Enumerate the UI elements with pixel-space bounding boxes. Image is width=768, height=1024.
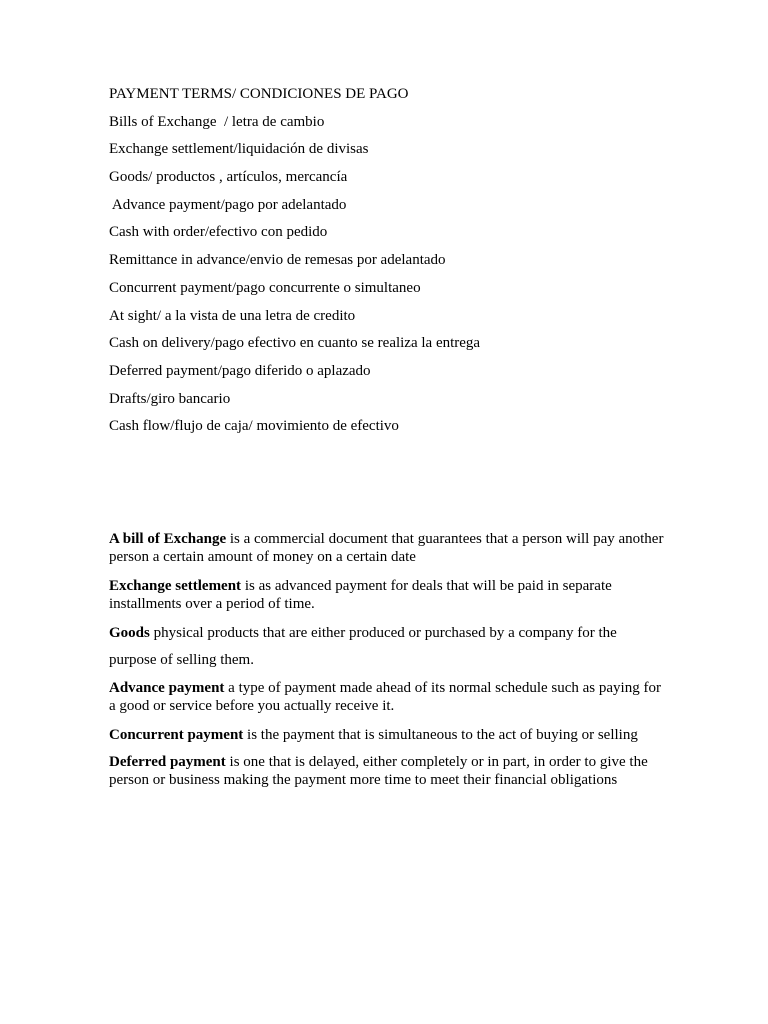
glossary-term: Deferred payment/pago diferido o aplazado bbox=[109, 362, 371, 379]
definition-text: purpose of selling them. bbox=[109, 652, 254, 668]
glossary-term: Cash on delivery/pago efectivo en cuanto se realiza la entrega bbox=[109, 335, 481, 352]
glossary-term: Remittance in advance/envio de remesas por adelantado bbox=[109, 252, 446, 269]
definition-text: a type of payment made ahead of its normal schedule such as paying for a good or service before you actually receive it. bbox=[109, 680, 661, 714]
glossary-term: Exchange settlement/liquidación de divisas bbox=[109, 141, 369, 158]
glossary-term: Goods/ productos , artículos, mercancía bbox=[109, 169, 348, 186]
definition-paragraph bbox=[109, 679, 669, 715]
glossary-term: Cash flow/flujo de caja/ movimiento de efectivo bbox=[109, 418, 399, 435]
glossary-term: Bills of Exchange / letra de cambio bbox=[109, 113, 325, 130]
definition-term: Advance payment bbox=[109, 680, 225, 696]
glossary-term: Advance payment/pago por adelantado bbox=[109, 196, 347, 213]
glossary-list bbox=[109, 85, 669, 445]
definition-paragraph bbox=[109, 651, 669, 669]
glossary-term: Cash with order/efectivo con pedido bbox=[109, 224, 328, 241]
definition-text: is a commercial document that guarantees that a person will pay another person a certain amount of money on a certain date bbox=[109, 531, 664, 565]
page-title: PAYMENT TERMS/ CONDICIONES DE PAGO bbox=[109, 86, 409, 102]
glossary-term: Drafts/giro bancario bbox=[109, 390, 231, 407]
definition-text: is as advanced payment for deals that will be paid in separate installments over a period of time. bbox=[109, 578, 612, 612]
definition-paragraph bbox=[109, 577, 669, 613]
definition-term: Exchange settlement bbox=[109, 578, 242, 594]
definition-text: physical products that are either produced or purchased by a company for the bbox=[149, 625, 617, 641]
definition-paragraph bbox=[109, 753, 669, 789]
glossary-term: At sight/ a la vista de una letra de credito bbox=[109, 307, 356, 324]
definition-paragraph bbox=[109, 530, 669, 566]
definition-term: Goods bbox=[109, 625, 150, 641]
definition-paragraph bbox=[109, 624, 669, 642]
definition-text: is one that is delayed, either completely or in part, in order to give the person or business making the payment more time to meet their financial obligations bbox=[109, 754, 648, 788]
definition-term: Deferred payment bbox=[109, 754, 226, 770]
definition-term: Concurrent payment bbox=[109, 727, 244, 743]
definition-paragraph bbox=[109, 726, 669, 744]
definition-text: is the payment that is simultaneous to the act of buying or selling bbox=[243, 727, 638, 743]
glossary-term: Concurrent payment/pago concurrente o simultaneo bbox=[109, 279, 421, 296]
definition-term: A bill of Exchange bbox=[109, 531, 227, 547]
definitions-section bbox=[109, 530, 669, 789]
